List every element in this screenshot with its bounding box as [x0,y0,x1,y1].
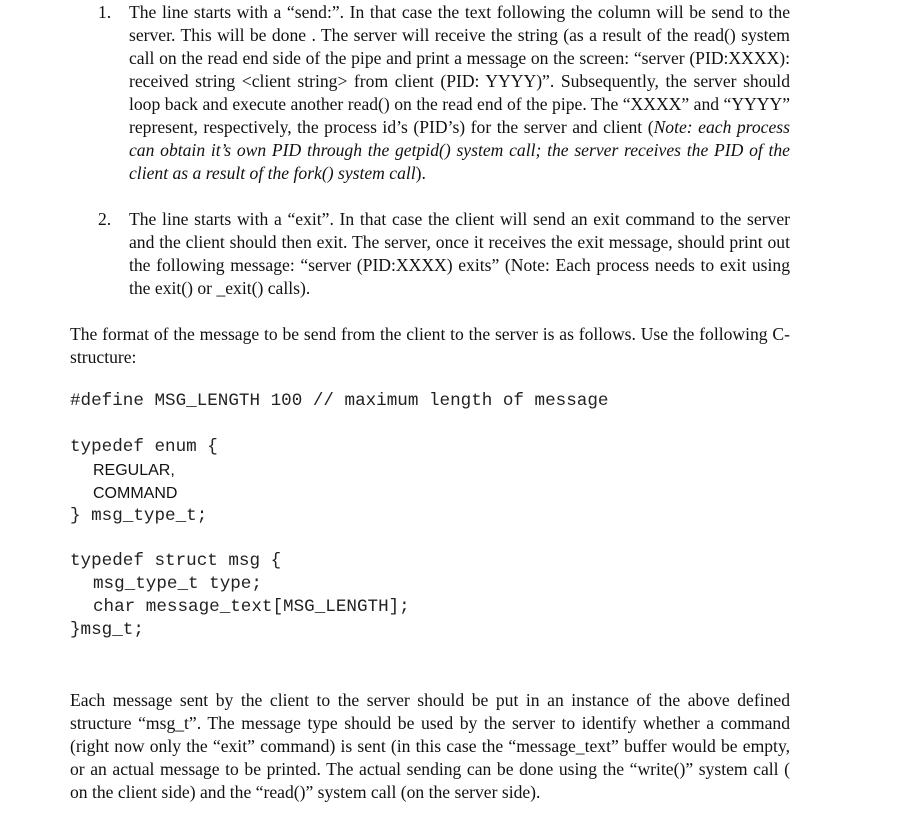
format-paragraph: The format of the message to be send from the client to the server is as follows. Use the following C-structure: [70,324,790,367]
message-paragraph: Each message sent by the client to the server should be put in an instance of the above defined structure “msg_t”. The message type should be used by the server to identify whether a command (right now only the “exit” command) is sent (in this case the “message_text” buffer would be empty, or an actual message to be printed. The actual sending can be done using the “write()” system call ( on the client side) and the “read()” system call (on the server side). [70,690,790,802]
italic-note: Note: each process can obtain it’s own PID through the getpid() system call; the server receives the PID of the client as a result of the fork() system call [129,117,790,183]
code-enum-regular: REGULAR, [93,462,175,479]
text-segment: The line starts with a “send:”. In that case the text following the column will be send to the server. This will be done . The server will receive the string (as a result of the read() system call on the read end side of the pipe and print a message on the screen: “server (PID:XXXX): received string <client string> from client (PID: YYYY)”. Subsequently, the server should loop back and execute another read() on the read end of the pipe. The “XXXX” and “YYYY” represent, respectively, the process id’s (PID’s) for the server and client ( [129,2,790,137]
list-item-send [70,1,790,185]
list-number: 2. [98,209,112,229]
code-struct-type: msg_type_t type; [93,574,262,594]
code-enum-open: typedef enum { [70,437,218,457]
code-struct-open: typedef struct msg { [70,551,282,571]
list-item-text [129,1,790,185]
code-struct-close: }msg_t; [70,620,144,640]
list-item-text [129,208,790,300]
list-number: 1. [98,2,112,22]
code-struct-text: char message_text[MSG_LENGTH]; [93,597,410,617]
list-item-exit [70,208,790,300]
text-segment: ). [415,163,426,183]
code-define-line: #define MSG_LENGTH 100 // maximum length of message [70,391,609,411]
code-enum-close: } msg_type_t; [70,506,208,526]
code-enum-command: COMMAND [93,485,178,502]
text-segment: The line starts with a “exit”. In that case the client will send an exit command to the server and the client should then exit. The server, once it receives the exit message, should print out the following message: “server (PID:XXXX) exits” (Note: Each process needs to exit using the exit() or _exit() calls). [129,209,790,298]
